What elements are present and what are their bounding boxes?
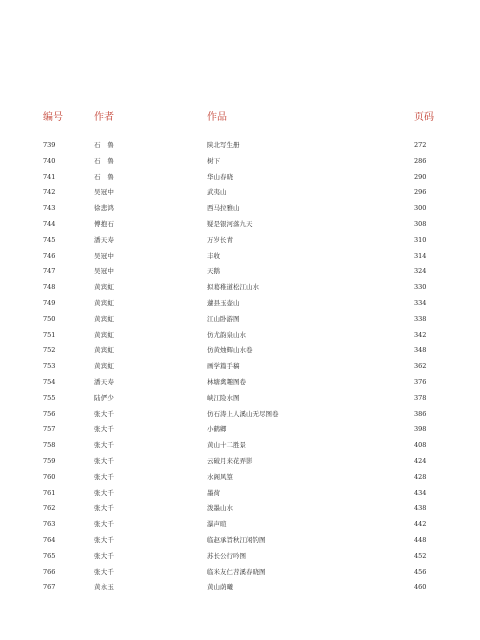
table-row <box>0 552 480 568</box>
row-work: 江山卧游图 <box>207 314 240 323</box>
row-page: 378 <box>414 393 427 402</box>
row-work: 临赵承旨秋江闲钓图 <box>207 535 266 544</box>
row-work: 瀑声暄 <box>207 520 227 529</box>
row-author: 张大千 <box>94 456 115 465</box>
row-number: 749 <box>43 298 56 307</box>
table-row <box>0 331 480 347</box>
row-work: 武夷山 <box>207 188 227 197</box>
row-author: 黄永玉 <box>94 583 115 592</box>
row-work: 临米友仁苕溪春晓图 <box>207 567 266 576</box>
table-row <box>0 220 480 236</box>
row-work: 黄山荫曦 <box>207 583 233 592</box>
row-number: 742 <box>43 188 56 197</box>
row-page: 408 <box>414 441 427 450</box>
table-row <box>0 425 480 441</box>
row-author: 黄宾虹 <box>94 362 115 371</box>
table-row <box>0 457 480 473</box>
row-author: 徐悲鸿 <box>94 204 115 213</box>
row-author: 张大千 <box>94 472 115 481</box>
row-number: 764 <box>43 535 56 544</box>
row-number: 747 <box>43 267 56 276</box>
row-author: 黄宾虹 <box>94 330 115 339</box>
row-page: 448 <box>414 535 427 544</box>
row-number: 758 <box>43 441 56 450</box>
row-work: 苏长公行吟图 <box>207 551 246 560</box>
row-work: 仿黄烛辉山水卷 <box>207 346 253 355</box>
table-row <box>0 536 480 552</box>
table-row <box>0 267 480 283</box>
table-row <box>0 410 480 426</box>
row-number: 756 <box>43 409 56 418</box>
row-author: 张大千 <box>94 504 115 513</box>
row-author: 黄宾虹 <box>94 314 115 323</box>
row-page: 442 <box>414 520 427 529</box>
row-page: 452 <box>414 551 427 560</box>
row-author: 张大千 <box>94 551 115 560</box>
table-row <box>0 441 480 457</box>
header-page: 页码 <box>414 112 434 123</box>
table-row <box>0 188 480 204</box>
table-row <box>0 346 480 362</box>
header-author: 作者 <box>94 112 114 123</box>
row-page: 362 <box>414 362 427 371</box>
table-row <box>0 204 480 220</box>
table-row <box>0 473 480 489</box>
row-author: 石 鲁 <box>94 156 115 165</box>
table-row <box>0 283 480 299</box>
row-page: 310 <box>414 235 427 244</box>
row-page: 296 <box>414 188 427 197</box>
row-author: 张大千 <box>94 425 115 434</box>
row-work: 陕北写生册 <box>207 141 240 149</box>
row-work: 泼墨山水 <box>207 504 233 513</box>
row-author: 张大千 <box>94 535 115 544</box>
row-page: 376 <box>414 377 427 386</box>
table-row <box>0 252 480 268</box>
row-number: 753 <box>43 362 56 371</box>
row-work: 蘧县玉壶山 <box>207 298 240 307</box>
row-page: 460 <box>414 583 427 592</box>
header-number: 编号 <box>43 112 63 123</box>
row-number: 739 <box>43 141 56 149</box>
row-page: 348 <box>414 346 427 355</box>
row-work: 林塘禽趣图卷 <box>207 377 246 386</box>
row-work: 云破月来花弄影 <box>207 456 253 465</box>
row-author: 吴冠中 <box>94 251 115 260</box>
row-author: 石 鲁 <box>94 141 115 149</box>
row-author: 潘天寿 <box>94 377 115 386</box>
row-number: 757 <box>43 425 56 434</box>
row-page: 286 <box>414 156 427 165</box>
row-number: 762 <box>43 504 56 513</box>
row-number: 766 <box>43 567 56 576</box>
row-work: 峡江险水图 <box>207 393 240 402</box>
row-page: 314 <box>414 251 427 260</box>
row-page: 330 <box>414 283 427 292</box>
table-row <box>0 299 480 315</box>
header-work: 作品 <box>207 112 227 123</box>
table-header <box>0 108 480 126</box>
row-work: 树下 <box>207 156 220 165</box>
row-number: 754 <box>43 377 56 386</box>
row-number: 744 <box>43 219 56 228</box>
row-number: 767 <box>43 583 56 592</box>
row-author: 吴冠中 <box>94 188 115 197</box>
row-page: 308 <box>414 219 427 228</box>
table-row <box>0 520 480 536</box>
row-work: 小鹤卿 <box>207 425 227 434</box>
row-work: 水阁风篁 <box>207 472 233 481</box>
row-number: 755 <box>43 393 56 402</box>
row-author: 张大千 <box>94 488 115 497</box>
row-author: 黄宾虹 <box>94 298 115 307</box>
row-work: 仿石涛上人溪山无尽图卷 <box>207 409 279 418</box>
row-number: 740 <box>43 156 56 165</box>
row-page: 272 <box>414 141 427 149</box>
row-number: 759 <box>43 456 56 465</box>
row-author: 吴冠中 <box>94 267 115 276</box>
row-author: 黄宾虹 <box>94 346 115 355</box>
row-page: 300 <box>414 204 427 213</box>
row-author: 张大千 <box>94 441 115 450</box>
row-number: 746 <box>43 251 56 260</box>
row-work: 仿尤韵泉山水 <box>207 330 246 339</box>
row-author: 傅抱石 <box>94 219 115 228</box>
table-row <box>0 315 480 331</box>
row-page: 324 <box>414 267 427 276</box>
table-row <box>0 157 480 173</box>
table-row <box>0 362 480 378</box>
row-number: 743 <box>43 204 56 213</box>
row-number: 748 <box>43 283 56 292</box>
row-number: 763 <box>43 520 56 529</box>
row-author: 黄宾虹 <box>94 283 115 292</box>
row-page: 456 <box>414 567 427 576</box>
row-page: 342 <box>414 330 427 339</box>
row-author: 张大千 <box>94 567 115 576</box>
row-author: 潘天寿 <box>94 235 115 244</box>
table-row <box>0 378 480 394</box>
table-row <box>0 236 480 252</box>
row-work: 华山春晓 <box>207 172 233 181</box>
row-number: 765 <box>43 551 56 560</box>
row-author: 陆俨少 <box>94 393 115 402</box>
table-body <box>0 141 480 599</box>
row-number: 750 <box>43 314 56 323</box>
table-row <box>0 489 480 505</box>
row-work: 丰收 <box>207 251 220 260</box>
row-page: 428 <box>414 472 427 481</box>
row-author: 石 鲁 <box>94 172 115 181</box>
row-page: 334 <box>414 298 427 307</box>
row-work: 墨荷 <box>207 488 220 497</box>
row-number: 751 <box>43 330 56 339</box>
table-row <box>0 173 480 189</box>
row-number: 760 <box>43 472 56 481</box>
row-page: 434 <box>414 488 427 497</box>
row-page: 438 <box>414 504 427 513</box>
row-page: 398 <box>414 425 427 434</box>
row-work: 拟葛稚道松江山水 <box>207 283 259 292</box>
row-page: 290 <box>414 172 427 181</box>
row-number: 745 <box>43 235 56 244</box>
row-work: 黄山十二胜景 <box>207 441 246 450</box>
row-page: 338 <box>414 314 427 323</box>
row-work: 西马拉雅山 <box>207 204 240 213</box>
row-work: 画学篇手稿 <box>207 362 240 371</box>
table-row <box>0 141 480 157</box>
row-work: 万岁长青 <box>207 235 233 244</box>
table-row <box>0 504 480 520</box>
row-number: 761 <box>43 488 56 497</box>
row-author: 张大千 <box>94 409 115 418</box>
row-number: 741 <box>43 172 56 181</box>
table-row <box>0 568 480 584</box>
table-row <box>0 394 480 410</box>
row-author: 张大千 <box>94 520 115 529</box>
row-page: 386 <box>414 409 427 418</box>
row-number: 752 <box>43 346 56 355</box>
table-row <box>0 583 480 599</box>
row-work: 天鹅 <box>207 267 220 276</box>
row-work: 疑是银河落九天 <box>207 219 253 228</box>
row-page: 424 <box>414 456 427 465</box>
